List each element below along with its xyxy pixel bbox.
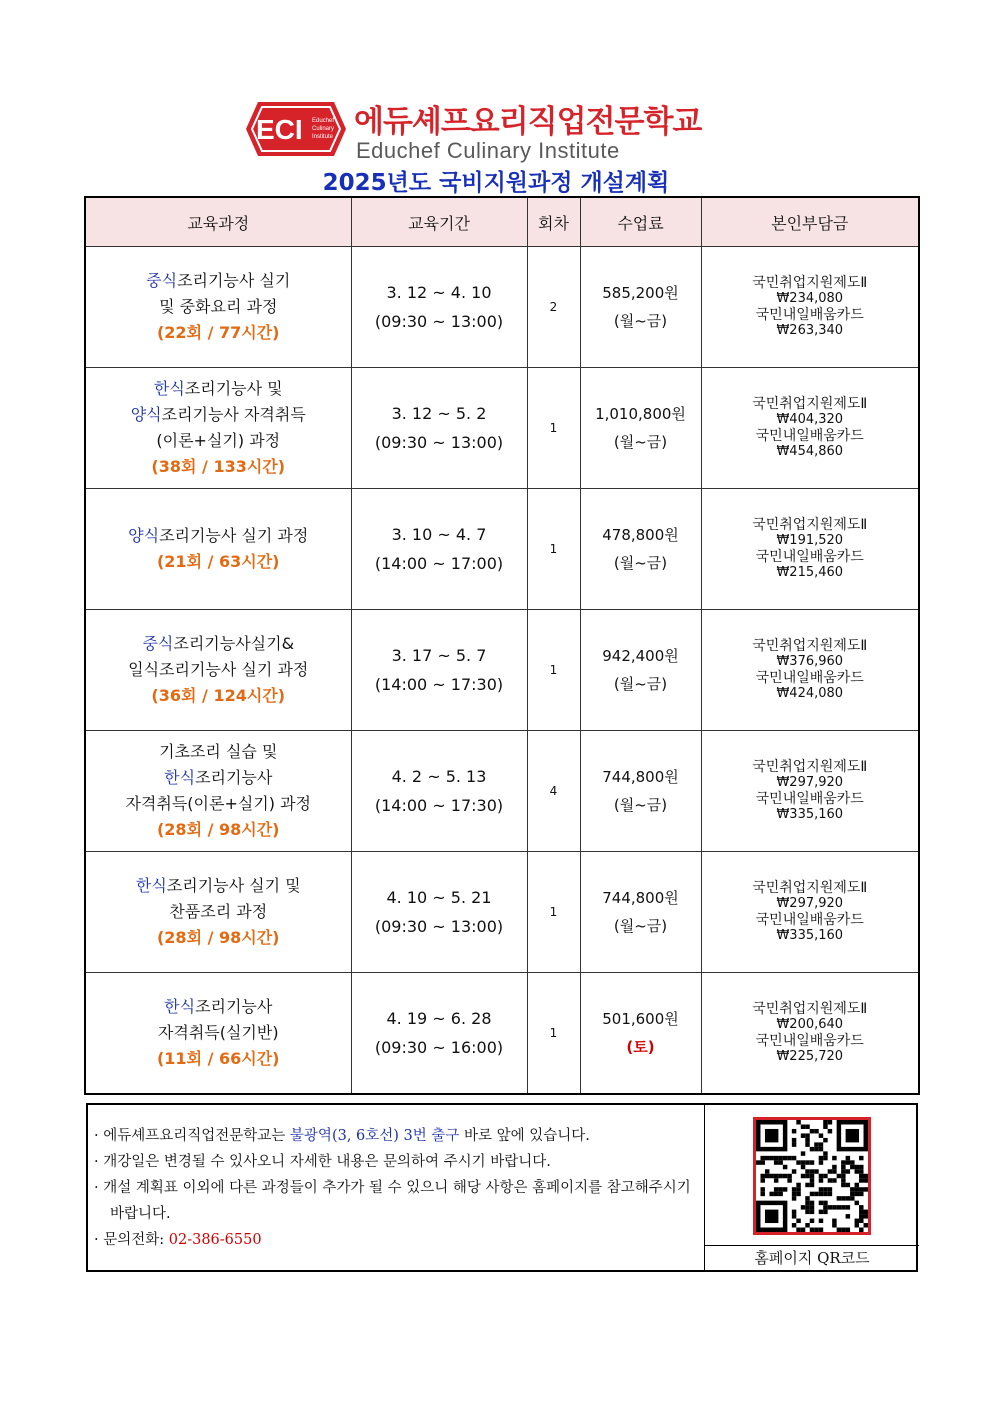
header-course: 교육과정	[85, 197, 351, 247]
course-name-line: 자격취득(이론+실기) 과정	[125, 794, 312, 813]
header-period: 교육기간	[351, 197, 527, 247]
course-name-cell	[85, 247, 351, 368]
notice-box	[86, 1103, 918, 1272]
course-fee-cell	[580, 973, 701, 1095]
course-round-cell: 1	[527, 852, 580, 973]
cuisine-keyword: 한식	[135, 876, 167, 895]
self-pay-amount: ₩200,640	[776, 1017, 844, 1032]
course-time: (09:30 ~ 13:00)	[374, 433, 504, 452]
school-logo	[244, 96, 704, 166]
course-hours: (22회 / 77시간)	[156, 323, 280, 342]
self-pay-cell	[701, 852, 919, 973]
table-row	[85, 973, 919, 1095]
course-hours: (28회 / 98시간)	[156, 928, 280, 947]
self-pay-cell	[701, 731, 919, 852]
support-program-label: 국민취업지원제도Ⅱ	[752, 275, 868, 291]
cuisine-keyword: 한식	[164, 997, 196, 1016]
self-pay-amount: ₩335,160	[776, 928, 844, 943]
course-time: (14:00 ~ 17:30)	[374, 675, 504, 694]
self-pay-amount: ₩297,920	[776, 775, 844, 790]
course-time: (09:30 ~ 16:00)	[374, 1038, 504, 1057]
course-period-cell	[351, 852, 527, 973]
course-name-line: 기초조리 실습 및	[159, 742, 278, 761]
course-name-cell	[85, 368, 351, 489]
tuition-amount: 478,800원	[602, 526, 679, 544]
course-name-line: 자격취득(실기반)	[157, 1023, 279, 1042]
table-row	[85, 731, 919, 852]
support-program-label: 국민취업지원제도Ⅱ	[752, 517, 868, 533]
support-program-label: 국민내일배움카드	[755, 1033, 864, 1049]
course-name-cell	[85, 610, 351, 731]
qr-code-icon[interactable]	[756, 1120, 868, 1232]
course-dates: 3. 10 ~ 4. 7	[391, 525, 487, 544]
course-name-cell	[85, 489, 351, 610]
self-pay-amount: ₩215,460	[776, 565, 844, 580]
self-pay-amount: ₩454,860	[776, 444, 844, 459]
header-round: 회차	[527, 197, 580, 247]
cuisine-keyword: 중식	[146, 271, 178, 290]
class-days: (토)	[626, 1038, 655, 1056]
course-time: (14:00 ~ 17:30)	[374, 796, 504, 815]
qr-code-frame[interactable]	[753, 1117, 871, 1235]
table-row	[85, 610, 919, 731]
tuition-amount: 585,200원	[602, 284, 679, 302]
course-dates: 4. 19 ~ 6. 28	[386, 1009, 492, 1028]
self-pay-cell	[701, 973, 919, 1095]
course-name-line: 찬품조리 과정	[169, 902, 268, 921]
cuisine-keyword: 양식	[130, 405, 162, 424]
self-pay-amount: ₩297,920	[776, 896, 844, 911]
course-hours: (21회 / 63시간)	[156, 552, 280, 571]
course-period-cell	[351, 610, 527, 731]
tuition-amount: 744,800원	[602, 889, 679, 907]
support-program-label: 국민내일배움카드	[755, 670, 864, 686]
support-program-label: 국민취업지원제도Ⅱ	[752, 1001, 868, 1017]
notice-item-schedule-change: · 개강일은 변경될 수 있사오니 자세한 내용은 문의하여 주시기 바랍니다.	[94, 1154, 551, 1170]
school-name-korean: 에듀셰프요리직업전문학교	[354, 104, 702, 140]
course-hours: (36회 / 124시간)	[151, 686, 286, 705]
course-name-line: 양식조리기능사 자격취득	[130, 405, 306, 424]
course-name-line: 한식조리기능사	[164, 768, 273, 787]
self-pay-cell	[701, 489, 919, 610]
page-title: 2025년도 국비지원과정 개설계획	[322, 170, 670, 196]
course-round-cell: 1	[527, 489, 580, 610]
header-fee: 수업료	[580, 197, 701, 247]
course-name-line: 일식조리기능사 실기 과정	[128, 660, 309, 679]
cuisine-keyword: 양식	[128, 526, 160, 545]
self-pay-amount: ₩263,340	[776, 323, 844, 338]
course-hours: (38회 / 133시간)	[151, 457, 286, 476]
table-header-row	[85, 197, 919, 247]
support-program-label: 국민내일배움카드	[755, 549, 864, 565]
course-period-cell	[351, 247, 527, 368]
course-name-cell	[85, 852, 351, 973]
course-time: (14:00 ~ 17:00)	[374, 554, 504, 573]
course-name-line: 한식조리기능사 및	[153, 379, 283, 398]
class-days: (월~금)	[613, 675, 668, 693]
course-name-line: 양식조리기능사 실기 과정	[128, 526, 309, 545]
course-round-cell: 1	[527, 368, 580, 489]
cuisine-keyword: 중식	[142, 634, 174, 653]
course-period-cell	[351, 973, 527, 1095]
notice-item-location: · 에듀셰프요리직업전문학교는 불광역(3, 6호선) 3번 출구 바로 앞에 있습니다.	[94, 1128, 590, 1144]
self-pay-amount: ₩191,520	[776, 533, 844, 548]
self-pay-amount: ₩404,320	[776, 412, 844, 427]
self-pay-cell	[701, 610, 919, 731]
course-hours: (11회 / 66시간)	[156, 1049, 280, 1068]
tuition-amount: 744,800원	[602, 768, 679, 786]
phone-number[interactable]: 02-386-6550	[168, 1232, 262, 1248]
support-program-label: 국민취업지원제도Ⅱ	[752, 396, 868, 412]
table-row	[85, 852, 919, 973]
course-schedule-table	[84, 196, 920, 1095]
class-days: (월~금)	[613, 796, 668, 814]
table-row	[85, 489, 919, 610]
eci-logo-icon	[244, 98, 348, 160]
self-pay-cell	[701, 368, 919, 489]
course-name-line: 중식조리기능사 실기	[146, 271, 291, 290]
course-time: (09:30 ~ 13:00)	[374, 917, 504, 936]
course-name-line: 한식조리기능사	[164, 997, 273, 1016]
course-name-cell	[85, 973, 351, 1095]
support-program-label: 국민내일배움카드	[755, 428, 864, 444]
course-dates: 3. 12 ~ 4. 10	[386, 283, 492, 302]
course-period-cell	[351, 489, 527, 610]
class-days: (월~금)	[613, 312, 668, 330]
support-program-label: 국민취업지원제도Ⅱ	[752, 638, 868, 654]
svg-text:Institute: Institute	[312, 134, 334, 140]
support-program-label: 국민내일배움카드	[755, 912, 864, 928]
table-row	[85, 247, 919, 368]
course-round-cell: 2	[527, 247, 580, 368]
svg-text:ECI: ECI	[256, 114, 303, 145]
notice-item-phone: · 문의전화: 02-386-6550	[94, 1232, 262, 1248]
course-fee-cell	[580, 247, 701, 368]
support-program-label: 국민취업지원제도Ⅱ	[752, 880, 868, 896]
self-pay-amount: ₩376,960	[776, 654, 844, 669]
course-dates: 4. 10 ~ 5. 21	[386, 888, 492, 907]
course-name-line: 및 중화요리 과정	[159, 297, 278, 316]
header-self-pay: 본인부담금	[701, 197, 919, 247]
qr-caption: 홈페이지 QR코드	[705, 1245, 919, 1270]
location-highlight: 불광역(3, 6호선) 3번 출구	[289, 1128, 460, 1144]
course-period-cell	[351, 731, 527, 852]
cuisine-keyword: 한식	[164, 768, 196, 787]
self-pay-cell	[701, 247, 919, 368]
support-program-label: 국민내일배움카드	[755, 307, 864, 323]
course-time: (09:30 ~ 13:00)	[374, 312, 504, 331]
cuisine-keyword: 한식	[153, 379, 185, 398]
course-fee-cell	[580, 368, 701, 489]
class-days: (월~금)	[613, 433, 668, 451]
course-round-cell: 1	[527, 973, 580, 1095]
course-name-line: 중식조리기능사실기&	[142, 634, 295, 653]
svg-text:Educhef: Educhef	[312, 118, 335, 124]
support-program-label: 국민내일배움카드	[755, 791, 864, 807]
tuition-amount: 942,400원	[602, 647, 679, 665]
course-name-cell	[85, 731, 351, 852]
course-name-line: (이론+실기) 과정	[156, 431, 281, 450]
course-fee-cell	[580, 610, 701, 731]
course-dates: 4. 2 ~ 5. 13	[391, 767, 487, 786]
tuition-amount: 501,600원	[602, 1010, 679, 1028]
self-pay-amount: ₩424,080	[776, 686, 844, 701]
qr-section	[704, 1105, 919, 1270]
notice-item-additional-courses: · 개설 계획표 이외에 다른 과정들이 추가가 될 수 있으니 해당 사항은 홈페이지를 참고해주시기 바랍니다.	[94, 1180, 691, 1222]
course-fee-cell	[580, 852, 701, 973]
course-round-cell: 4	[527, 731, 580, 852]
self-pay-amount: ₩234,080	[776, 291, 844, 306]
school-name-english: Educhef Culinary Institute	[356, 138, 620, 163]
self-pay-amount: ₩225,720	[776, 1049, 844, 1064]
course-fee-cell	[580, 731, 701, 852]
class-days: (월~금)	[613, 554, 668, 572]
tuition-amount: 1,010,800원	[595, 405, 686, 423]
course-round-cell: 1	[527, 610, 580, 731]
svg-text:Culinary: Culinary	[312, 126, 335, 132]
table-row	[85, 368, 919, 489]
notice-list	[94, 1123, 706, 1253]
support-program-label: 국민취업지원제도Ⅱ	[752, 759, 868, 775]
course-hours: (28회 / 98시간)	[156, 820, 280, 839]
course-fee-cell	[580, 489, 701, 610]
self-pay-amount: ₩335,160	[776, 807, 844, 822]
class-days: (월~금)	[613, 917, 668, 935]
course-name-line: 한식조리기능사 실기 및	[135, 876, 301, 895]
course-dates: 3. 12 ~ 5. 2	[391, 404, 487, 423]
course-dates: 3. 17 ~ 5. 7	[391, 646, 487, 665]
course-period-cell	[351, 368, 527, 489]
